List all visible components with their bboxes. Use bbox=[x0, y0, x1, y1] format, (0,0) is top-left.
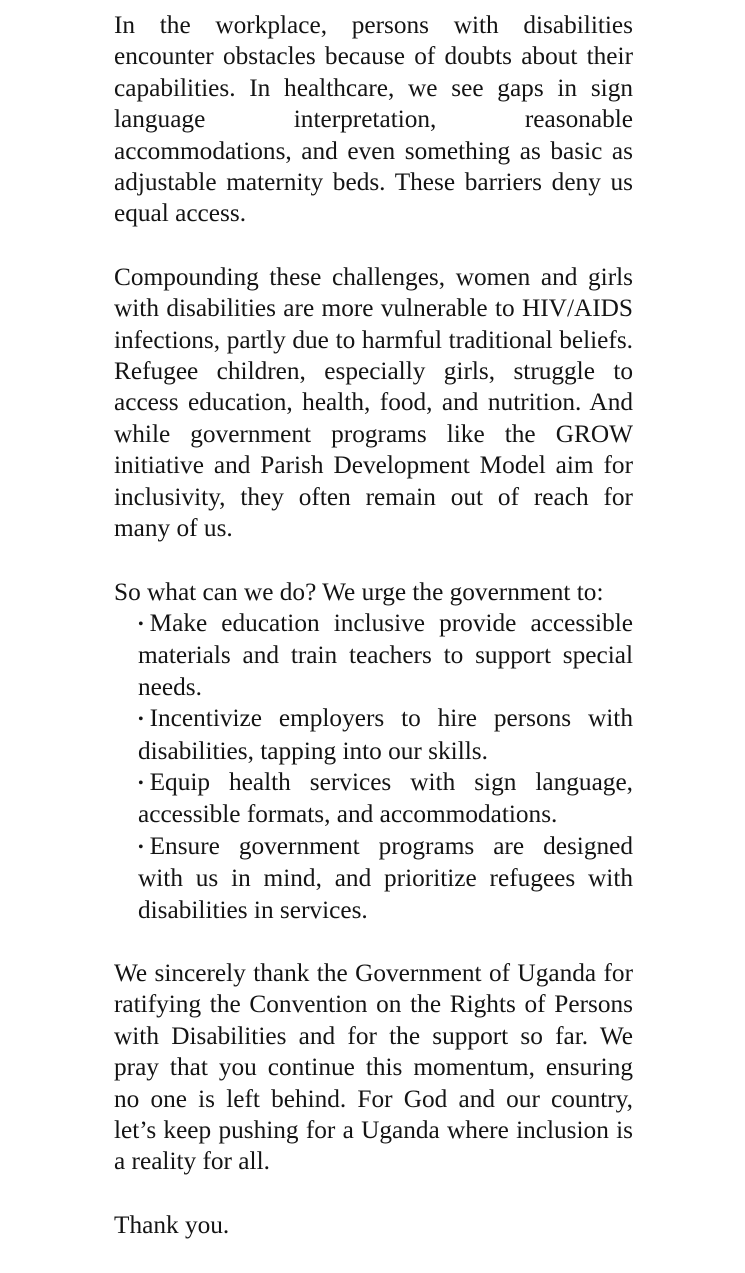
list-item bbox=[138, 608, 633, 703]
paragraph-workplace-healthcare: In the workplace, persons with disabilities encounter obstacles because of doubts about their capabilities. In healthcare, we see gaps in sign language interpretation, reasonable accommodations, and even something as basic as adjustable maternity beds. These barriers deny us equal access. bbox=[114, 11, 633, 228]
bullet-icon: • bbox=[138, 711, 144, 729]
list-item bbox=[138, 703, 633, 767]
bullet-icon: • bbox=[138, 774, 144, 792]
recommendations-list bbox=[138, 608, 633, 926]
bullet-icon: • bbox=[138, 838, 144, 856]
paragraph-compounding-challenges: Compounding these challenges, women and girls with disabilities are more vulnerable to HIV/AIDS infections, partly due to harmful traditional beliefs. Refugee children, especially girls, struggle to access education, health, food, and nutrition. And while government programs like the GROW initiative and Parish Development Model aim for inclusivity, they often remain out of reach for many of us. bbox=[114, 262, 633, 543]
list-item-text: Make education inclusive provide accessible materials and train teachers to support special needs. bbox=[138, 608, 633, 701]
paragraph-closing-thanks: We sincerely thank the Government of Uganda for ratifying the Convention on the Rights of Persons with Disabilities and for the support so far. We pray that you continue this momentum, ensuring no one is left behind. For God and our country, let’s keep pushing for a Uganda where inclusion is a reality for all. bbox=[114, 958, 633, 1176]
list-item-text: Incentivize employers to hire persons with disabilities, tapping into our skills. bbox=[138, 704, 633, 765]
document-body bbox=[114, 10, 633, 1273]
list-intro: So what can we do? We urge the government to: bbox=[114, 577, 604, 606]
list-item bbox=[138, 767, 633, 831]
list-item-text: Equip health services with sign language, accessible formats, and accommodations. bbox=[138, 767, 633, 829]
list-item-text: Ensure government programs are designed with us in mind, and prioritize refugees with disabilities in services. bbox=[138, 831, 633, 924]
bullet-icon: • bbox=[138, 615, 144, 633]
list-item bbox=[138, 831, 633, 926]
sign-off: Thank you. bbox=[114, 1210, 230, 1239]
